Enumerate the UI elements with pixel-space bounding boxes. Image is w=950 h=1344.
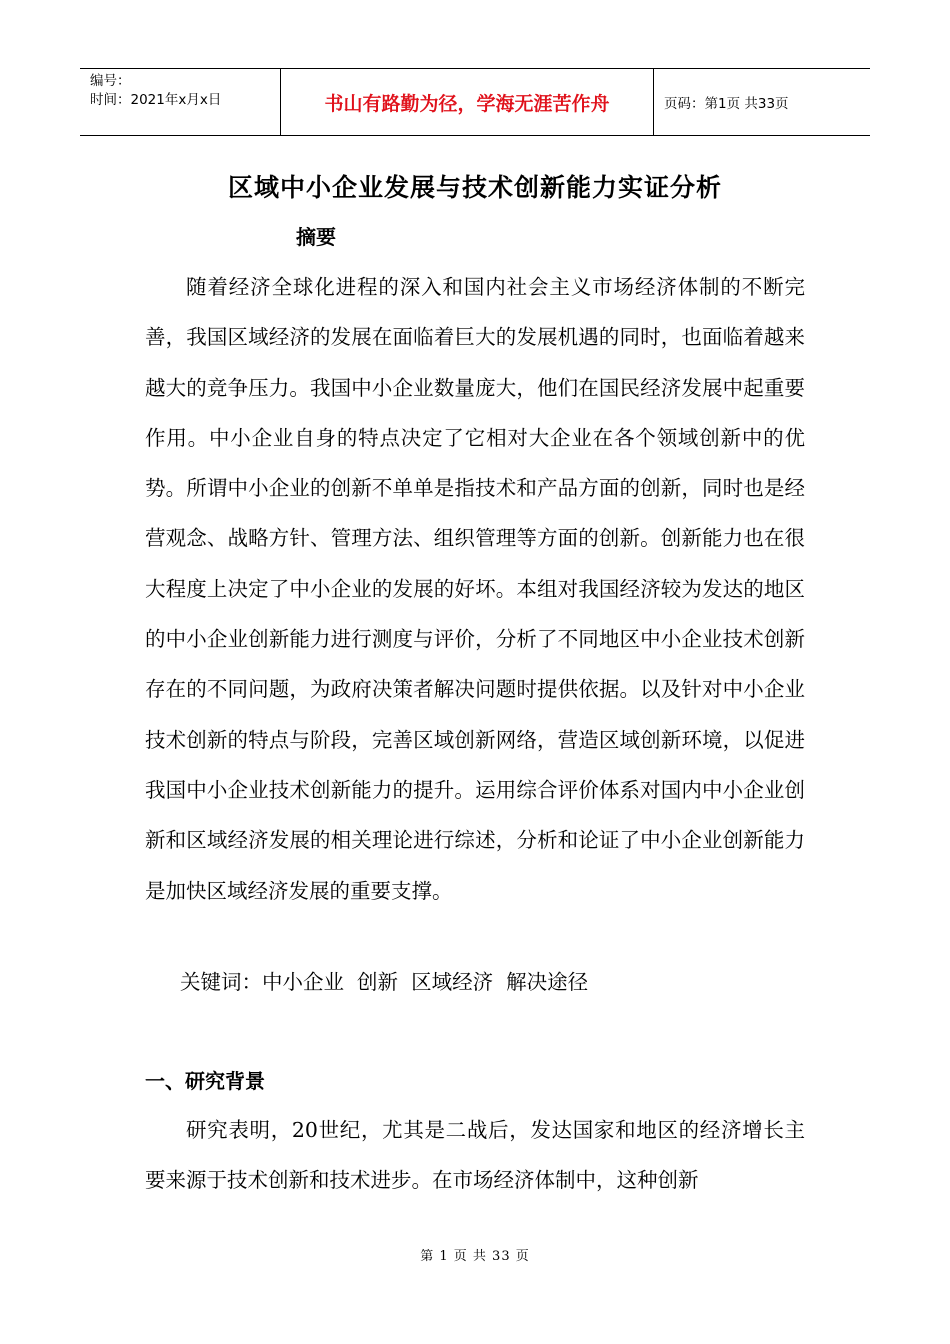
motto-text: 书山有路勤为径，学海无涯苦作舟	[324, 92, 610, 115]
keywords-line: 关键词：中小企业 创新 区域经济 解决途径	[180, 970, 589, 994]
serial-number-label: 编号：	[90, 73, 131, 89]
header-table	[80, 68, 870, 136]
header-motto-cell	[280, 69, 654, 135]
abstract-paragraph: 随着经济全球化进程的深入和国内社会主义市场经济体制的不断完善，我国区域经济的发展在面临着巨大的发展机遇的同时，也面临着越来越大的竞争压力。我国中小企业数量庞大，他们在国民经济发展中起重要作用。中小企业自身的特点决定了它相对大企业在各个领域创新中的优势。所谓中小企业的创新不单单是指技术和产品方面的创新，同时也是经营观念、战略方针、管理方法、组织管理等方面的创新。创新能力也在很大程度上决定了中小企业的发展的好坏。本组对我国经济较为发达的地区的中小企业创新能力进行测度与评价，分析了不同地区中小企业技术创新存在的不同问题，为政府决策者解决问题时提供依据。以及针对中小企业技术创新的特点与阶段，完善区域创新网络，营造区域创新环境，以促进我国中小企业技术创新能力的提升。运用综合评价体系对国内中小企业创新和区域经济发展的相关理论进行综述，分析和论证了中小企业创新能力是加快区域经济发展的重要支撑。	[145, 275, 805, 903]
header-meta-cell	[80, 69, 280, 135]
abstract-heading: 摘要	[296, 225, 336, 249]
date-label: 时间：2021年x月x日	[90, 92, 222, 108]
page-footer: 第 1 页 共 33 页	[420, 1249, 530, 1264]
page-info: 页码：第1页 共33页	[664, 96, 789, 112]
header-page-cell	[654, 69, 870, 135]
section-heading-background: 一、研究背景	[145, 1069, 265, 1093]
section-paragraph: 研究表明，20世纪，尤其是二战后，发达国家和地区的经济增长主要来源于技术创新和技术进步。在市场经济体制中，这种创新	[145, 1118, 805, 1193]
document-title: 区域中小企业发展与技术创新能力实证分析	[227, 173, 722, 202]
